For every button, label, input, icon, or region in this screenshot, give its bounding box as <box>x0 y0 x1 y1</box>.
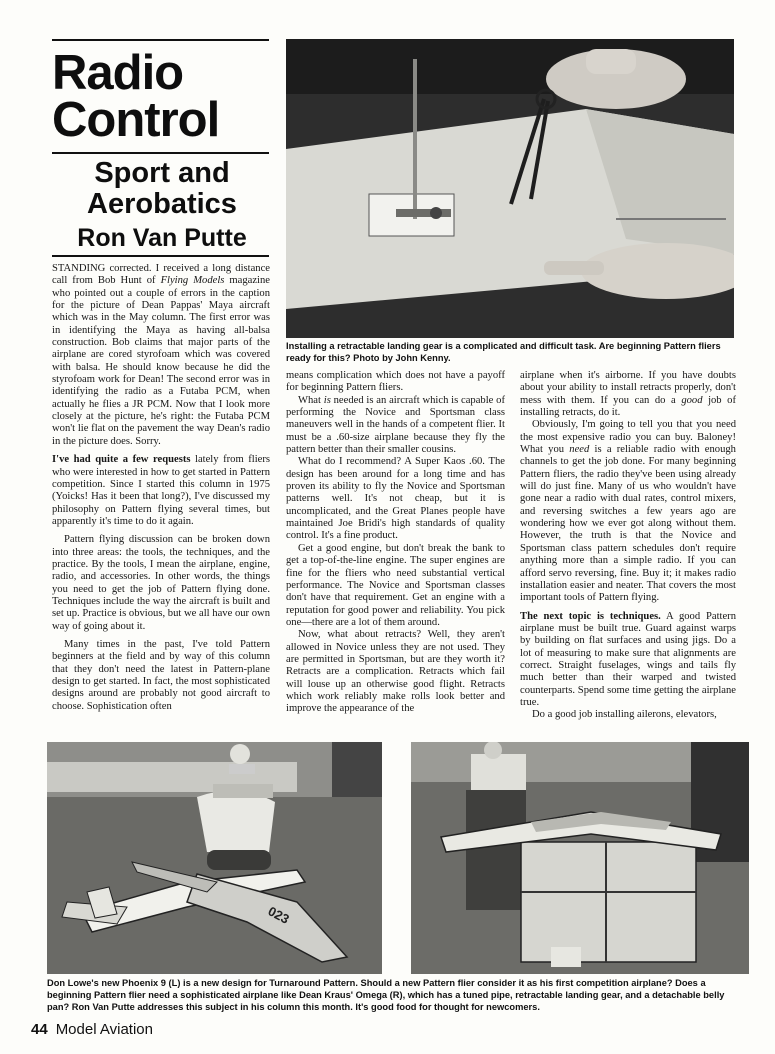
title-mid-rule <box>52 152 269 154</box>
col2-paragraph-1: means complication which does not have a payoff for beginning Pattern fliers. <box>286 370 505 394</box>
title-line-1: Radio <box>52 46 184 100</box>
omega-illustration <box>411 742 749 974</box>
retract-gear-photo <box>286 39 734 338</box>
page-number: 44 <box>31 1021 48 1038</box>
col3-paragraph-1: airplane when it's airborne. If you have doubts about your ability to install retracts properly, don't mess with them. If you can do a good job of installing retracts, do it. <box>520 370 736 419</box>
phoenix-illustration <box>47 742 382 974</box>
col3-paragraph-4: Do a good job installing ailerons, elevators, <box>532 709 717 721</box>
col1-paragraph-3: Pattern flying discussion can be broken down into three areas: the tools, the techniques, and the practice. By the tools, I mean the airplane, engine, radio, and accessories. In other words, the things you need to get the job of Pattern flying done. Techniques include the way the aircraft is built and set up. Practice is obvious, but we all have our own way of going about it. <box>52 534 270 632</box>
col2-paragraph-4: Get a good engine, but don't break the bank to get a top-of-the-line engine. The super engines are fine for the fliers who need substantial vertical performance. The Novice and Sportsman classes don't have that requirement. Get an engine with a reputation for good power and reliability. You pick one—there are a lot of them around. <box>286 542 505 628</box>
col2-paragraph-5: Now, what about retracts? Well, they aren't allowed in Novice unless they are not used. They are permitted in Sportsman, but are they worth it? Retracts are a complication. Retracts which fail will louse up an otherwise good flight. Retracts which work reliably make rolls look better and improve the appearance of the <box>286 629 505 715</box>
col1-paragraph-2: I've had quite a few requests lately from fliers who were interested in how to get started in Pattern competition. Since I started this column in 1975 (Yoicks! Has it been that long?), I've discussed my philosophy on Pattern flying several times, but apparently it's time to do it again. <box>52 454 270 527</box>
article-column-2 <box>286 370 505 716</box>
subtitle-line-2: Aerobatics <box>87 188 237 220</box>
retract-gear-illustration <box>286 39 734 338</box>
col2-paragraph-3: What do I recommend? A Super Kaos .60. The design has been around for a long time and has proven its ability to fly the Novice and Sportsman patterns well. It's not cheap, but it is uncomplicated, and the Great Planes people have maintained Joe Bridi's high standards of quality control. It's a fine product. <box>286 456 505 542</box>
magazine-name: Model Aviation <box>55 1021 153 1038</box>
col3-paragraph-3: The next topic is techniques. A good Pattern airplane must be built true. Guard against warps by building on flat surfaces and using jigs. Do a lot of measuring to make sure that alignments are correct. Straight fuselages, wings and tails fly much better than their warped and twisted counterparts. Spend some time getting the airplane true. <box>520 610 737 708</box>
article-column-1 <box>52 263 270 713</box>
col1-paragraph-4: Many times in the past, I've told Pattern beginners at the field and by way of this column that they don't need the latest in Pattern-plane design to get started. In fact, the most sophisticated designs around are probably not good aircraft to choose. Sophistication often <box>52 638 270 712</box>
subtitle-line-1: Sport and <box>94 157 230 189</box>
phoenix-photo <box>47 742 382 974</box>
top-photo-caption: Installing a retractable landing gear is a complicated and difficult task. Are beginning Pattern fliers ready for this? Photo by John Kenny. <box>286 341 721 363</box>
col3-paragraph-2: Obviously, I'm going to tell you that you need the most expensive radio you can buy. Baloney! What you need is a reliable radio with enough channels to get the job done. For many beginning Pattern fliers, the radio they've been using already will do just fine. Many of us who wouldn't have gone near a radio with dual rates, control mixers, and reversing switches a few years ago are wondering how we ever got along without them. However, the truth is that the Novice and Sportsman class pattern schedules don't require anything more than a simple radio. If you can afford servo reversing, fine. Buy it; it makes radio installation easier and neater. That covers the most important tools of Pattern flying. <box>520 419 736 604</box>
col1-paragraph-1: STANDING corrected. I received a long distance call from Bob Hunt of Flying Models magazine who pointed out a couple of errors in the caption for the picture of Dean Pappas' Maya aircraft which was in the May column. The first error was in identifying the Maya as having all-balsa construction. Bob claims that major parts of the airplane are cored styrofoam which was covered with balsa. He should know because he did the styrofoam work for Dean! The second error was in identifying the radio as a Futaba PCM, when actually he flies a JR PCM. Now that I look more closely at the picture, he's right: the Futaba PCM won't lie flat on the pavement the way Dean's radio in the picture does. Sorry. <box>52 263 270 447</box>
title-bottom-rule <box>52 255 269 257</box>
page-footer <box>31 1021 153 1038</box>
plane-registration: 023 <box>265 903 292 927</box>
title-line-2: Control <box>52 93 220 147</box>
author-byline: Ron Van Putte <box>77 224 247 252</box>
bottom-photos-caption: Don Lowe's new Phoenix 9 (L) is a new design for Turnaround Pattern. Should a new Pattern flier consider it as his first competition airplane? Does a beginning Pattern flier need a sophisticated airplane like Dean Kraus' Omega (R), which has a tuned pipe, retractable landing gear, and a detachable belly pan? Ron Van Putte addresses this subject in his column this month. It's good food for thought for newcomers. <box>47 978 725 1012</box>
col2-paragraph-2: What is needed is an aircraft which is capable of performing the Novice and Sportsman class maneuvers well in the hands of a competent flier. It must be a .60-size airplane because they fly the pattern better than their smaller cousins. <box>286 394 506 456</box>
title-top-rule <box>52 39 269 41</box>
omega-photo <box>411 742 749 974</box>
article-column-3 <box>520 370 736 722</box>
